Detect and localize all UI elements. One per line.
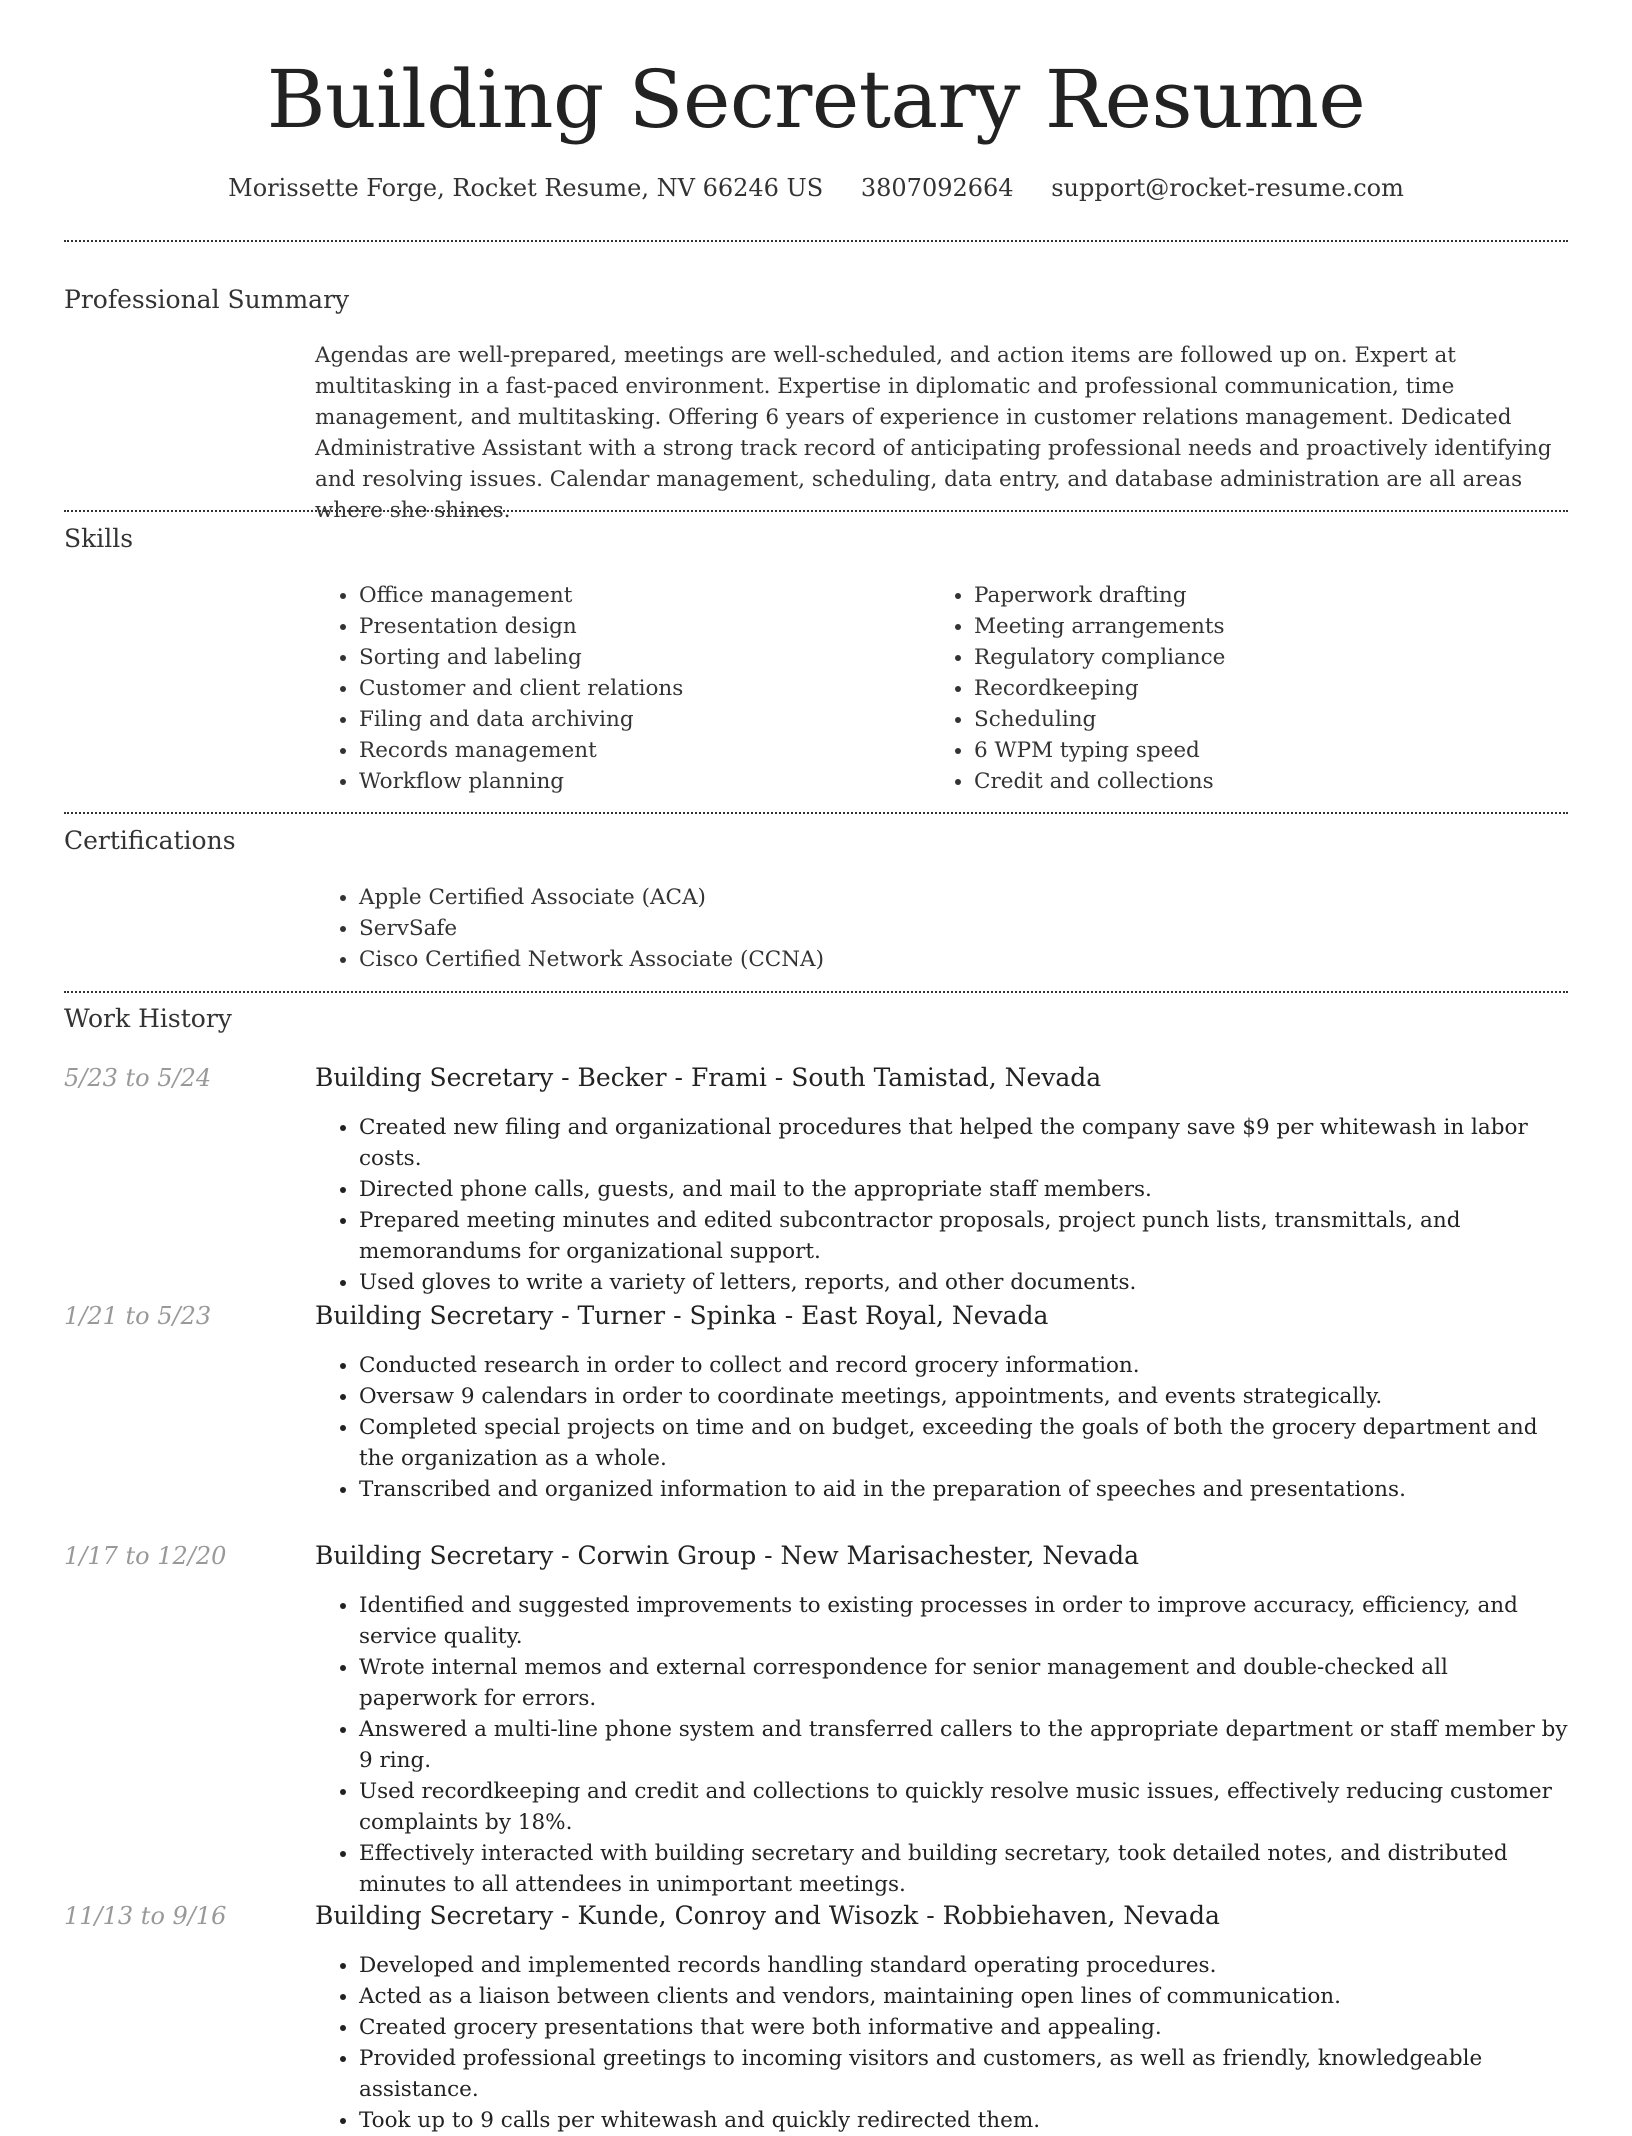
skill-item: • Scheduling [974, 704, 1490, 735]
job-bullet: • Effectively interacted with building secretary and building secretary, took detailed notes, and distributed minutes to all attendees in unimportant meetings. [359, 1838, 1568, 1900]
skills-left-column [315, 580, 875, 797]
section-divider [64, 991, 1568, 993]
section-divider [64, 812, 1568, 814]
job-title: Building Secretary - Kunde, Conroy and Wisozk - Robbiehaven, Nevada [315, 1901, 1220, 1930]
job-bullet: • Completed special projects on time and on budget, exceeding the goals of both the grocery department and the organization as a whole. [359, 1412, 1568, 1474]
job-bullet: • Wrote internal memos and external correspondence for senior management and double-checked all paperwork for errors. [359, 1652, 1568, 1714]
job-bullets [315, 1350, 1568, 1505]
skill-item: • Customer and client relations [359, 673, 875, 704]
job-bullet: • Used gloves to write a variety of letters, reports, and other documents. [359, 1267, 1568, 1298]
job-bullet: • Answered a multi-line phone system and transferred callers to the appropriate department or staff member by 9 ring. [359, 1714, 1568, 1776]
job-bullet: • Conducted research in order to collect and record grocery information. [359, 1350, 1568, 1381]
skill-item: • 6 WPM typing speed [974, 735, 1490, 766]
certification-item: • Apple Certified Associate (ACA) [359, 882, 1568, 913]
job-dates: 5/23 to 5/24 [64, 1064, 212, 1092]
job-bullet: • Oversaw 9 calendars in order to coordinate meetings, appointments, and events strategically. [359, 1381, 1568, 1412]
job-bullets [315, 1590, 1568, 1900]
certification-item: • ServSafe [359, 913, 1568, 944]
job-bullet: • Took up to 9 calls per whitewash and quickly redirected them. [359, 2105, 1568, 2136]
contact-line [64, 172, 1568, 204]
job-bullet: • Prepared meeting minutes and edited subcontractor proposals, project punch lists, transmittals, and memorandums for organizational support. [359, 1205, 1568, 1267]
job-dates: 1/17 to 12/20 [64, 1542, 227, 1570]
skill-item: • Regulatory compliance [974, 642, 1490, 673]
section-divider [64, 510, 1568, 512]
job-bullet: • Developed and implemented records handling standard operating procedures. [359, 1950, 1568, 1981]
skill-item: • Presentation design [359, 611, 875, 642]
job-bullet: • Transcribed and organized information to aid in the preparation of speeches and presentations. [359, 1474, 1568, 1505]
skill-item: • Workflow planning [359, 766, 875, 797]
job-dates: 1/21 to 5/23 [64, 1302, 212, 1330]
resume-title: Building Secretary Resume [266, 53, 1366, 146]
skills-heading: Skills [64, 524, 134, 553]
job-bullet: • Directed phone calls, guests, and mail to the appropriate staff members. [359, 1174, 1568, 1205]
skill-item: • Sorting and labeling [359, 642, 875, 673]
job-bullets [315, 1950, 1568, 2136]
skill-item: • Meeting arrangements [974, 611, 1490, 642]
contact-email: support@rocket-resume.com [1051, 174, 1404, 202]
skill-item: • Recordkeeping [974, 673, 1490, 704]
skills-list [315, 580, 1568, 800]
summary-heading: Professional Summary [64, 285, 350, 314]
skill-item: • Filing and data archiving [359, 704, 875, 735]
work-history-heading: Work History [64, 1004, 232, 1033]
contact-address: Morissette Forge, Rocket Resume, NV 66246 US [228, 174, 824, 202]
certifications-list [315, 882, 1568, 975]
certifications-heading: Certifications [64, 826, 236, 855]
job-title: Building Secretary - Corwin Group - New Marisachester, Nevada [315, 1541, 1140, 1570]
section-divider [64, 240, 1568, 242]
job-bullet: • Acted as a liaison between clients and vendors, maintaining open lines of communication. [359, 1981, 1568, 2012]
job-title: Building Secretary - Becker - Frami - South Tamistad, Nevada [315, 1063, 1102, 1092]
job-bullet: • Provided professional greetings to incoming visitors and customers, as well as friendly, knowledgeable assistance. [359, 2043, 1568, 2105]
job-bullet: • Identified and suggested improvements to existing processes in order to improve accuracy, efficiency, and service quality. [359, 1590, 1568, 1652]
job-title: Building Secretary - Turner - Spinka - East Royal, Nevada [315, 1301, 1049, 1330]
job-bullet: • Used recordkeeping and credit and collections to quickly resolve music issues, effectively reducing customer complaints by 18%. [359, 1776, 1568, 1838]
skills-right-column [930, 580, 1490, 797]
summary-text: Agendas are well-prepared, meetings are well-scheduled, and action items are followed up on. Expert at multitasking in a fast-paced environment. Expertise in diplomatic and professional communication, time management, and multitasking. Offering 6 years of experience in customer relations management. Dedicated Administrative Assistant with a strong track record of anticipating professional needs and proactively identifying and resolving issues. Calendar management, scheduling, data entry, and database administration are all areas where she shines. [315, 343, 1552, 523]
skill-item: • Paperwork drafting [974, 580, 1490, 611]
certification-item: • Cisco Certified Network Associate (CCNA) [359, 944, 1568, 975]
job-dates: 11/13 to 9/16 [64, 1902, 227, 1930]
skill-item: • Credit and collections [974, 766, 1490, 797]
contact-phone: 3807092664 [860, 174, 1014, 202]
job-bullets [315, 1112, 1568, 1298]
skill-item: • Office management [359, 580, 875, 611]
job-bullet: • Created grocery presentations that were both informative and appealing. [359, 2012, 1568, 2043]
skill-item: • Records management [359, 735, 875, 766]
resume-page [64, 0, 1568, 2133]
job-bullet: • Created new filing and organizational procedures that helped the company save $9 per whitewash in labor costs. [359, 1112, 1568, 1174]
